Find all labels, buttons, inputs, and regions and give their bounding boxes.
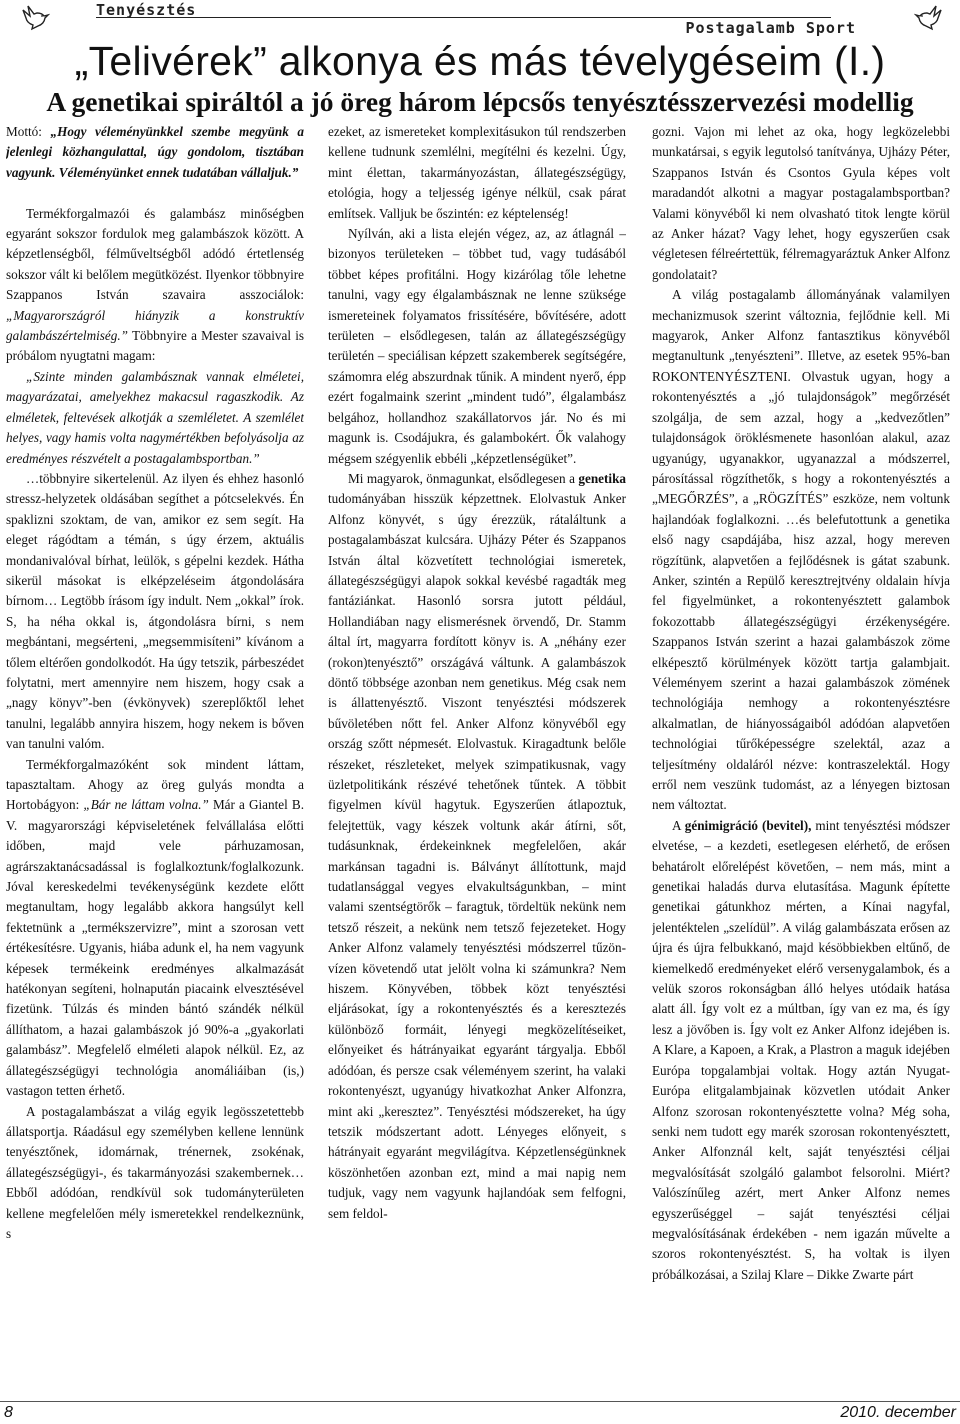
paragraph-text: A: [672, 817, 685, 833]
paragraph-text: tudományában hisszük képzettnek. Elolvastuk Anker Alfonz könyvét, s úgy érezzük, rátaláltunk a postagalambászat kulcsára. Ujházy Péter és Szappanos István által közvetített technológiai ismeretek, állategészségügyi alapok sokkal kevésbé ragadták meg fantáziánkat. Hasonló sorsra jutott például, Hollandiában nagy elismerésnek örvendő, Dr. Stamm által írt, magyarra fordított könyv is. A „néhány ezer (rokon)tenyésztő” országává váltunk. A galambászok döntő többsége azonban nem genetikus. Még csak nem is állattenyésztő. Viszont tenyésztési módszerek bűvöletében nőtt fel. Anker Alfonz könyvéből egy ország szőtt népmesét. Elolvastuk. Kiragadtunk belőle részeket, részleteket, melyek szimpatikusnak, vagy üzletpolitikánk részévé tehetőnek tűntek. A többit figyelmen kívül hagytuk. Egyszerűen átlapoztuk, felejtettük, vagy készek voltunk akár átírni, sőt, tudásunknak, érdekeinknek megfelelően, akár markánsan tagadni is. Bálványt állítottunk, majd tudatlansággal vegyes elvakultságunkban, – mint valami szentségtörők – faragtuk, tördeltük nekünk nem tetsző részeit, a nekünk nem tetsző fejezeteket. Hogy Anker Alfonz valamely tenyésztési módszerrel tűzön-vízen követendő utat jelölt volna ki számunkra? Nem hiszem. Könyvében, többek közt tenyésztési eljárásokat, így a rokontenyésztés és a keresztezés különböző formáit, lényegi megközelítéseiket, előnyeiket és hátrányaikat egyaránt tárgyalja. Ebből adódóan, és persze csak véleményem szerint, ha valaki rokontenyészt, ugyanúgy hivatkozhat Anker Alfonzra, mint aki „keresztez”. Tenyésztési módszereket, ha úgy tetszik módszertant adott. Lényeges előnyeit, s hátrányait egyaránt megvilágítva. Képzetlenségünknek köszönhetően azonban ezt, mind a mai napig nem tudjuk, vagy nem vagyunk hajlandóak sem felfogni, sem feldol-: [328, 491, 626, 1221]
publication-name: Postagalamb Sport: [685, 19, 856, 37]
emphasis-text: génimigráció (bevitel),: [684, 817, 812, 833]
header-rule: [96, 17, 831, 18]
motto-text: „Hogy véleményünkkel szembe megyünk a jelenlegi közhangulattal, úgy gondolom, tisztában vagyunk. Véleményünket ennek tudatában vállaljuk.”: [6, 124, 304, 180]
paragraph-text: Termékforgalmazói és galambász minőségben egyaránt sokszor fordulok meg galambászok között. A képzetlenségből, félműveltségből adódó értetlenség sokszor vált ki belőlem megütközést. Ilyenkor többnyire Szappanos István szavaira asszociálok:: [6, 205, 304, 303]
paragraph: Nyílván, aki a lista elején végez, az, az átlagnál – bizonyos területeken – többet tud, vagy tudásából többet képes profitálni. Hogy kizárólag tőle lehetne tanulni, vagy egy élgalambásznak ne lenne szüksége ismereteinek folyamatos frissítésére, bővítésére, adott területen – elsődlegesen, talán az állategészségügy területén – speciálisan képzett szakemberek segítségére, számomra elég abszurdnak tűnik. A mindent nyerő, épp ezért fogalmaink szerint „mindent tudó”, élgalambász belgához, hollandhoz szakállatorvos jár. No és mi magunk is. Csodájukra, és galambokért. Ők valahogy mégsem szégyenlik ebbéli „képzetlenségüket”.: [328, 226, 626, 466]
motto: [6, 122, 304, 183]
paragraph: [652, 816, 950, 1285]
emphasis-text: genetika: [578, 470, 626, 486]
column-2: [328, 122, 626, 1392]
pigeon-icon: [914, 2, 944, 32]
section-label: Tenyésztés: [96, 1, 197, 19]
column-1: [6, 122, 304, 1392]
paragraph: ezeket, az ismereteket komplexitásukon túl rendszerben kellene tudnunk szemlélni, megítélni és kezelni. Úgy, mint élettan, takarmányozástan, állategészségügy, etológia, hogy a teljesség igénye nélkül, csak párat említsek. Valljuk be őszintén: ez képtelenség!: [328, 124, 626, 221]
paragraph-text: mint tenyésztési módszer elvetése, – a kezdeti, esetlegesen elérhető, de erősen behatárolt előrelépést követően, – nem más, mint a genetikai haladás durva elutasítása. Magunk építette genetikai gátunkhoz mérten, a Kínai nagyfal, jelentéktelen „szelídül”. A világ galambászata erősen az újra és újra felbukkanó, majd késöbbiekben eltűnő, de kiemelkedő eredményeket elérő versenygalambok, és a velük szoros rokonságban álló helyes utódaik hatása alatt áll. Így volt ez a múltban, így van ez ma, és így lesz a jövőben is. Így volt ez Anker Alfonz idejében is. A Klare, a Kapoen, a Krak, a Plastron a maguk idejében Európa topgalambjai voltak. Hogy aztán Nyugat-Európa elitgalambjainak közvetlen utódait Anker Alfonz szorosan rokontenyésztette volna? Még soha, senki nem tudott egy marék szorosan rokontenyésztett, Anker Alfonznál kelt, saját tenyésztési céljai megvalósítását szolgáló galambot felsorolni. Miért? Valószínűleg azért, mert Anker Alfonz nemes egyszerűséggel – saját tenyésztési céljai megvalósításának érdekében - nem igazán művelte a szoros rokontenyésztést. S, ha voltak is ilyen próbálkozásai, a Szilaj Klare – Dikke Zwarte párt: [652, 817, 950, 1282]
article-title: „Telivérek” alkonya és más tévelygéseim (I.): [74, 38, 886, 84]
paragraph-text: Mi magyarok, önmagunkat, elsődlegesen a: [348, 470, 579, 486]
page-header: [0, 0, 960, 36]
article-body: [6, 122, 956, 1392]
paragraph: gozni. Vajon mi lehet az oka, hogy legközelebbi munkatársai, s egyik legutolsó tanítványa, Ujházy Péter, Szappanos István és Csontos Gyula képes volt maradandót alkotni a magyar postagalambsportban? Valami könyvéből ki nem olvasható titok lengte körül az Anker házat? Vagy lehet, hogy egyszerűen csak végletesen félreértettük, félremagyaráztuk Anker Alfonz gondolatait?: [652, 124, 950, 282]
paragraph: A világ postagalamb állományának valamilyen mechanizmusok szerint változnia, fejlődnie kell. Mi magyarok, Anker Alfonz fantasztikus könyvéből megtanultunk „tenyészteni”. Illetve, az esetek 95%-ban ROKONTENYÉSZTENI. Olvastuk ugyan, hogy a rokontenyésztés a „jó tulajdonságok” megőrzését szolgálja, de sem azzal, hogy a „kedvezőtlen” tulajdonságok öröklésmenete hasonlóan alakul, azaz ugyanúgy, ugyanakkor, ugyanazzal a módszerrel, párosítással rögzíthetők, s hogy a rokontenyésztés a „MEGŐRZÉS”, a „RÖGZÍTÉS” eszköze, nem voltunk hajlandóak foglalkozni. …és belefutottunk a genetika első nagy csapdájába, hisz azzal, hogy mereven rögzítünk, alapvetően a fejlődésnek is gátat szabunk. Anker, szintén a Repülő keresztrejtvény oldalain hívja fel figyelmünket, a rokontenyésztett galambok fokozottabb állategészségügyi érzékenységére. Szappanos István szerint a hazai galambászok zöme elképesztő körülmények között tartja galambjait. Véleményem szerint a hazai galambászok zömének technológiája nemhogy a rokontenyésztésre alkalmatlan, de hiányosságaiból adódóan alapvetően technológiai tűrőképességre szelektál, azaz a teljesítmény oldaláról nézve: kontraszelektál. Hogy erről nem veszünk tudomást, az a lényegen biztosan nem változtat.: [652, 287, 950, 813]
page-number: 8: [4, 1404, 13, 1421]
paragraph: [328, 469, 626, 1224]
issue-date: 2010. december: [840, 1404, 956, 1421]
paragraph: [6, 204, 304, 367]
column-3: [652, 122, 950, 1392]
paragraph-text: Többnyire a Mester szavaival is próbálom nyugtatni magam:: [6, 328, 304, 364]
motto-label: Mottó:: [6, 124, 51, 139]
page-footer: [0, 1398, 960, 1424]
quote-paragraph: „Szinte minden galambásznak vannak elméletei, magyarázatai, amelyekhez makacsul ragaszkodik. Az elméletek, feltevések alkotják a szemléletet. A szemlélet helyes, vagy hamis volta nagymértékben befolyásolja az eredményes részvételt a postagalambsportban.”: [6, 368, 304, 466]
paragraph: …többnyire sikertelenül. Az ilyen és ehhez hasonló stressz-helyzetek oldásában segíthet a pótcselekvés. Én spaklizni szoktam, de van, amikor ez sem segít. Ha eleget rágódtam a témán, s úgy érzem, aktuális mondanivalóval bírhat, leülök, s gépelni kezdek. Hátha sikerül másokat is elképzeléseim átgondolására bírnom… Legtöbb írásom így indult. Nem „okkal” írok. S, ha néha okkal is, átgondolásra bírni, s nem megbántani, megsérteni, „megsemmisíteni” kívánom a tőlem eltérően gondolkodót. Ha úgy tetszik, párbeszédet folytatni, mert amennyire nem hiszem, hogy csak a „nagy könyv”-ben (évkönyvek) szereplőktől lehet tanulni, legalább annyira hiszem, hogy nekem is bőven van tanulni valóm.: [6, 470, 304, 752]
paragraph-text: Termékforgalmazóként sok mindent láttam, tapasztaltam. Ahogy az öreg gulyás mondta a Hortobágyon:: [6, 756, 304, 813]
paragraph-text: Már a Giantel B. V. magyarországi képviseletének felvállalása előtti időben, majd vele párhuzamosan, agrárszaktanácsadással is foglalkoztunk/foglalkozunk. Jóval kereskedelmi tevékenységünk kezdete előtt megtanultam, hogy legalább akkora hangsúlyt kell fektetnünk a „termékszervizre”, mint a szorosan vett értékesítésre. Ugyanis, hiába adunk el, ha nem vagyunk képesek termékeink eredményes alkalmazását hatékonyan segíteni, holnapután piacaink elvesztésével fizetünk. Túlzás és minden bántó szándék nélkül állíthatom, a hazai galambászok jó 90%-a „gyakorlati galambász”. Megfelelő elméleti alapok nélkül. Ez, az állategészségügyi technológia anomáliáiban (is,) vastagon tetten érhető.: [6, 797, 304, 1099]
paragraph: [6, 755, 304, 1102]
article-subtitle: A genetikai spiráltól a jó öreg három lépcsős tenyésztésszervezési modellig: [46, 86, 914, 117]
paragraph: A postagalambászat a világ egyik legösszetettebb állatsportja. Ráadásul egy személyben kellene lennünk tenyésztőnek, idomárnak, trénernek, zsokénak, állategészségügyi-, és takarmányozási szakembernek… Ebből adódóan, rendkívül sok tudományterületen kellene megfelelően mély ismeretekkel rendelkeznünk, s: [6, 1103, 304, 1241]
paragraph-spacer: [6, 183, 304, 203]
pigeon-icon: [20, 2, 50, 32]
quote-text: „Bár ne láttam volna.”: [83, 797, 209, 813]
footer-rule: [0, 1401, 960, 1402]
quote-text: „Magyarországról hiányzik a konstruktív galambászértelmiség.”: [6, 307, 304, 344]
